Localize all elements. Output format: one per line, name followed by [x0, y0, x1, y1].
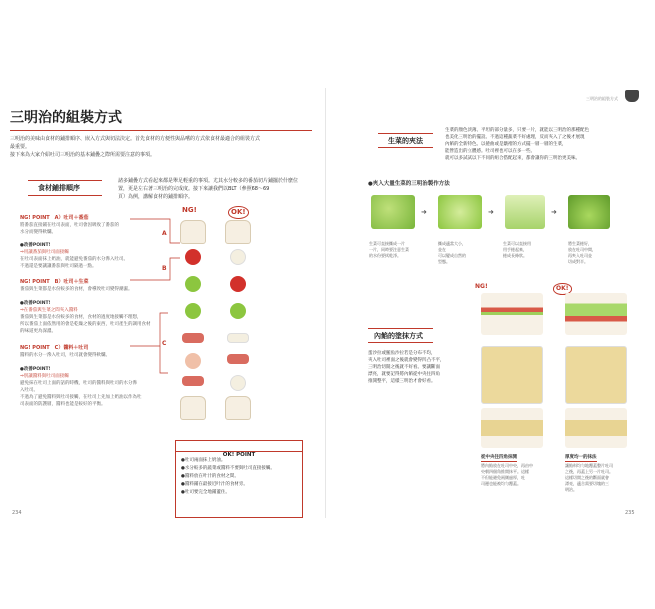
veg-desc: 能營造出的立體感。吐司裡也可以在多一些。: [445, 149, 535, 154]
ok-point-item: ●吐司兩面抹上奶油。: [181, 458, 226, 463]
page-number: 234: [12, 510, 22, 516]
intro-line: 最重要。: [10, 144, 31, 150]
fix-b-desc: 的味道更為深濃。: [20, 329, 56, 334]
sauce-icon: [230, 375, 246, 391]
fix-a-desc: 不過還是要讓讓番茄與吐司隔過一點。: [20, 264, 97, 269]
spread-photo: [565, 346, 627, 404]
veg-desc: 就可以多試試以下不同的組合搭配起來，都會讓你的三明治更美味。: [445, 156, 580, 161]
veg-heading: 生菜的夾法: [388, 137, 423, 145]
page-number: 235: [625, 510, 635, 516]
spread-desc: 漂亮，就要記得將內餡從中央往四角: [368, 372, 440, 377]
cap-text: 之後，再蓋上另一片吐司。: [565, 469, 613, 474]
sauce-icon: [230, 249, 246, 265]
step-caption: 生菜可直接撕成一片: [369, 241, 405, 246]
tomato-icon: [185, 249, 201, 265]
ng-a-desc: 水分而變得軟爛。: [20, 230, 56, 235]
cap-text: 央朝四個角推開抹平。這樣: [481, 469, 529, 474]
fix-b-desc: 番茄與生菜都是水份較多的食材，食材的過度地接觸不理想，: [20, 315, 142, 320]
sauce-icon: [185, 353, 201, 369]
intro-line: 接下來為大家介紹吐司三明治的基本鋪疊之際所需要注意的事項。: [10, 152, 156, 158]
ng-badge: NG!: [182, 206, 197, 214]
spread-desc: 夾入吐司裡面之後就會變得凹凸不平，: [368, 358, 445, 363]
step-caption: 可以變成自然的: [438, 253, 466, 258]
arrow-icon: ➜: [421, 208, 427, 216]
step-caption: 放在吐司中間，: [568, 247, 596, 252]
lettuce-icon: [185, 303, 201, 319]
ok-point-box: [175, 440, 303, 518]
fix-c-head: ⇒別讓醬料與吐司面接觸: [20, 374, 69, 379]
fix-b-desc: 所以番茄上面依然用的會是乾燥之後的東西，吐司產生的調用食材: [20, 322, 151, 327]
ng-b-desc: 番茄與生菜都是水份較多的食材，會導致吐司變得潮濕。: [20, 287, 133, 292]
ok-point-item: ●吐司要完全地鋪蓋住。: [181, 490, 230, 495]
ng-point-b: NG! POINT B）吐司＋生菜: [20, 279, 89, 285]
step-caption: 捲成長條狀。: [503, 253, 527, 258]
step-caption: 的水份要拭乾淨。: [369, 253, 401, 258]
arrow-icon: ➜: [488, 208, 494, 216]
ng-a-desc: 將番茄直接鋪在吐司表面，吐司會因吸收了番茄的: [20, 223, 119, 228]
cap-text: 明治。: [565, 487, 577, 492]
lettuce-photo: [505, 195, 545, 229]
ok-point-item: ●醬料放在叶汁的食材之間。: [181, 474, 239, 479]
running-header: 三明治的組裝方式: [586, 96, 618, 101]
step-caption: 將生菜捲好，: [568, 241, 592, 246]
spread-photo: [565, 408, 627, 448]
fix-b-head: ⇒在番茄與生菜之間夾入醬料: [20, 308, 78, 313]
veg-desc: 生菜的顏色淡薄、平坦的部分量多，只要一片，就能以三明治的那種配色: [445, 128, 589, 133]
section-desc: 頁）為例，講解食材的鋪排順序。: [118, 194, 194, 200]
fix-c-desc: 不過為了避免醬料與吐司接觸，在吐司上先加上奶油以作為吐: [20, 395, 142, 400]
fix-a-desc: 在吐司表面抹上奶油，就能避免番茄的水分滲入吐司。: [20, 257, 128, 262]
step-caption: 撕成適當大小，: [438, 241, 466, 246]
intro-line: 三明治的美味由食材的鋪排順序、嵌入方式與切法決定。首先食材的方便性與品嚐的方式依食材最適合的組裝方式: [10, 136, 261, 142]
ok-point-header: [176, 441, 302, 458]
bacon-icon: [182, 333, 204, 343]
bread-icon: [225, 220, 251, 244]
fix-a-head: ⇒用讓番茄與吐司面接觸: [20, 250, 69, 255]
right-page: [333, 88, 648, 518]
page-title: 三明治的組裝方式: [10, 110, 122, 126]
cap-text: 不但能避免兩側過厚，吐: [481, 475, 525, 480]
fix-b-label: ●改善POINT!: [20, 301, 51, 306]
section-heading: 食材鋪排順序: [38, 184, 80, 192]
bread-icon: [180, 220, 206, 244]
lettuce-photo: [438, 195, 482, 229]
section-desc: 諸多鋪疊方式看起來都是舉足輕重的事項。尤其水分較多的番茄切片鋪擺於什麼位: [118, 178, 299, 184]
step-caption: 用手捲起來，: [503, 247, 527, 252]
ng-c-desc: 醬料的水分一滲入吐司，吐司就會變得軟爛。: [20, 353, 110, 358]
ok-point-title: OK! POINT: [222, 452, 256, 458]
cap-text: 這樣切開之後的斷面就會: [565, 475, 609, 480]
ok-badge: OK!: [228, 206, 249, 219]
cap-text: 讓餡料均勻地覆蓋整片吐司: [565, 463, 613, 468]
veg-desc: 也美化三明治的擺設。不過這種蔬菜不好處理，反而夾入了之後才展現: [445, 135, 585, 140]
sandwich-ok-photo: [565, 293, 627, 335]
cap-title: 厚度均一的抹法: [565, 455, 597, 460]
page-spine: [325, 88, 326, 518]
cap-text: 司邊也能被均勻覆蓋。: [481, 481, 521, 486]
cap-title: 從中央往四角抹開: [481, 455, 517, 460]
fix-c-label: ●改善POINT!: [20, 367, 51, 372]
arrow-icon: ➜: [551, 208, 557, 216]
spread-heading-box: [368, 328, 433, 343]
veg-heading-box: [378, 133, 433, 148]
bacon-icon: [182, 376, 204, 386]
bacon-icon: [227, 354, 249, 364]
step-caption: 一片，同時要注意生菜: [369, 247, 409, 252]
fix-c-desc: 司表面的防護層，醬料也能是較好的平衡。: [20, 402, 106, 407]
spread-heading: 內餡的塗抹方式: [374, 332, 423, 340]
ok-point-item: ●水分較多的蔬菜或醬料不要與吐司直接接觸。: [181, 466, 275, 471]
step-caption: 並在: [438, 247, 446, 252]
step-caption: 切成對半。: [568, 259, 588, 264]
step-caption: 生菜可以直接用: [503, 241, 531, 246]
steps-title: ●夾入大量生菜的三明治製作方法: [368, 181, 450, 187]
section-desc: 置，更是左右著三明治的完成度。接下來讓我們以BLT（參照68～69: [118, 186, 270, 192]
sauce-icon: [227, 333, 249, 343]
ok-point-item: ●醬料鋪在最接近叶汁的食材旁。: [181, 482, 248, 487]
left-page: [10, 88, 320, 518]
bowl-icon: [625, 90, 639, 102]
lettuce-icon: [185, 276, 201, 292]
step-caption: 再夾入吐司並: [568, 253, 592, 258]
lettuce-photo: [371, 195, 415, 229]
spread-photo: [481, 408, 543, 448]
spread-photo: [481, 346, 543, 404]
spread-desc: 推開整平，這樣三明治才會好看。: [368, 379, 436, 384]
label-a: A: [162, 230, 167, 237]
ng-point-c: NG! POINT C）醬料＋吐司: [20, 345, 89, 351]
cap-text: 漂亮，適合需要切塊的三: [565, 481, 609, 486]
veg-desc: 內餡的全新特色。以捲曲或是皺褶的方式擺一層一層的生菜，: [445, 142, 567, 147]
bread-icon: [225, 396, 251, 420]
section-heading-box: [28, 180, 102, 196]
fix-a-label: ●改善POINT!: [20, 243, 51, 248]
title-rule: [10, 130, 312, 131]
ng-badge: NG!: [475, 283, 488, 290]
tomato-icon: [230, 276, 246, 292]
ok-badge: OK!: [553, 283, 572, 295]
bread-icon: [180, 396, 206, 420]
ng-point-a: NG! POINT A）吐司＋番茄: [20, 215, 89, 221]
lettuce-icon: [230, 303, 246, 319]
spread-desc: 蛋沙拉或鮪魚沙拉若是分布不均，: [368, 351, 436, 356]
fix-c-desc: 避免抹在吐司上面的話的時機，吐司的醬料與吐司的水分滲: [20, 381, 137, 386]
lettuce-photo: [568, 195, 610, 229]
cap-text: 將內餡放在吐司中央，再由中: [481, 463, 533, 468]
sandwich-ng-photo: [481, 293, 543, 335]
label-c: C: [162, 340, 167, 347]
fix-c-desc: 入吐司。: [20, 388, 38, 393]
label-b: B: [162, 265, 167, 272]
step-caption: 型態。: [438, 259, 450, 264]
spread-desc: 三明治切開之後就不好看。要讓斷面: [368, 365, 440, 370]
